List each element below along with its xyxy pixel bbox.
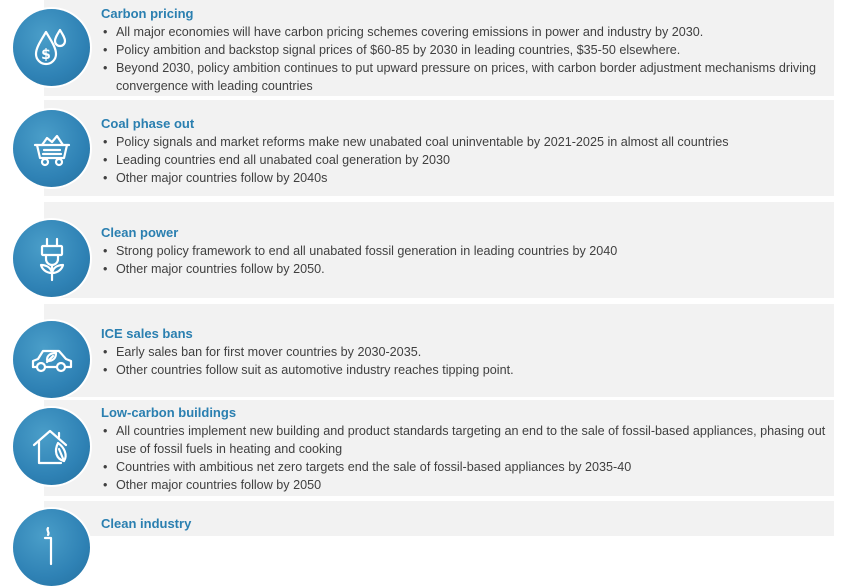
industry-icon [13, 509, 90, 586]
section-title: ICE sales bans [101, 326, 193, 341]
bullet-item: • Other major countries follow by 2050. [101, 260, 832, 278]
bullet-list [101, 343, 832, 379]
section-clean-power [0, 202, 842, 298]
eco-car-icon [13, 321, 90, 398]
section-title: Coal phase out [101, 116, 195, 131]
bullet-item: • Other major countries follow by 2050 [101, 476, 832, 494]
svg-text:$: $ [40, 46, 51, 63]
section-clean-industry [0, 501, 842, 536]
dollar-drops-icon [13, 9, 90, 86]
section-carbon-pricing [0, 0, 842, 96]
section-title: Carbon pricing [101, 6, 194, 21]
bullet-item: • All countries implement new building and product standards targeting an end to the sale of fossil-based appliances, phasing out use of fossil fuels in heating and cooking [101, 422, 832, 458]
bullet-item: • Countries with ambitious net zero targets end the sale of fossil-based appliances by 2035-40 [101, 458, 832, 476]
section-title: Clean power [101, 225, 179, 240]
bullet-list [101, 242, 832, 278]
bullet-item: • Strong policy framework to end all unabated fossil generation in leading countries by 2040 [101, 242, 832, 260]
bullet-list [101, 23, 832, 95]
bullet-item: • Leading countries end all unabated coal generation by 2030 [101, 151, 832, 169]
bullet-item: • Other countries follow suit as automotive industry reaches tipping point. [101, 361, 832, 379]
bullet-item: • Early sales ban for first mover countries by 2030-2035. [101, 343, 832, 361]
bullet-list [101, 133, 832, 187]
section-coal-phase-out [0, 100, 842, 196]
plug-plant-icon [13, 220, 90, 297]
eco-house-icon [13, 408, 90, 485]
bullet-item: • All major economies will have carbon pricing schemes covering emissions in power and industry by 2030. [101, 23, 832, 41]
section-low-carbon-buildings [0, 400, 842, 496]
bullet-item: • Other major countries follow by 2040s [101, 169, 832, 187]
bullet-list [101, 422, 832, 494]
coal-cart-icon [13, 110, 90, 187]
section-ice-sales-bans [0, 304, 842, 397]
bullet-item: • Beyond 2030, policy ambition continues to put upward pressure on prices, with carbon border adjustment mechanisms driving convergence with leading countries [101, 59, 832, 95]
bullet-item: • Policy ambition and backstop signal prices of $60-85 by 2030 in leading countries, $35-50 elsewhere. [101, 41, 832, 59]
section-title: Clean industry [101, 516, 192, 531]
section-title: Low-carbon buildings [101, 405, 237, 420]
bullet-item: • Policy signals and market reforms make new unabated coal uninventable by 2021-2025 in almost all countries [101, 133, 832, 151]
